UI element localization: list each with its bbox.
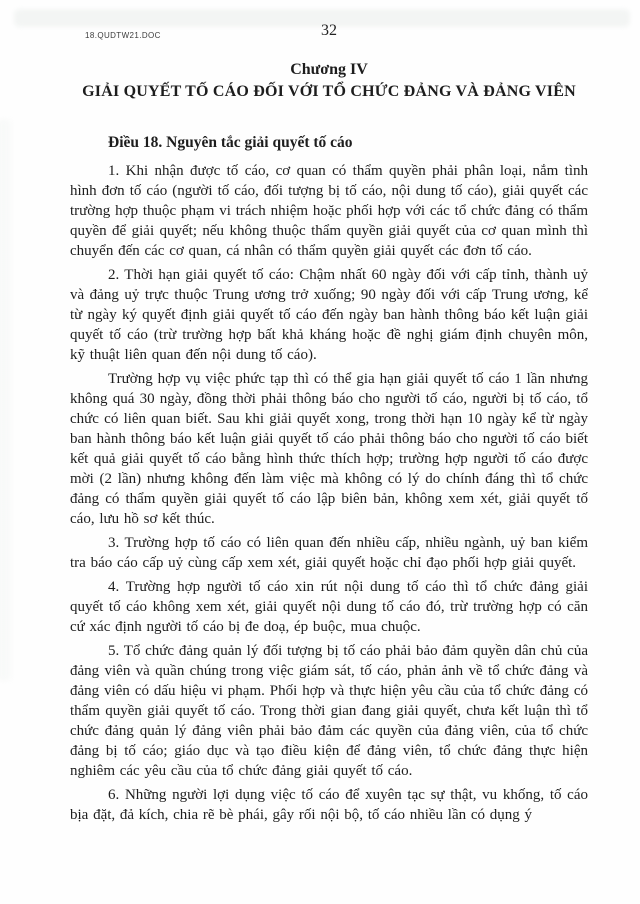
chapter-title: GIẢI QUYẾT TỐ CÁO ĐỐI VỚI TỔ CHỨC ĐẢNG VÀ ĐẢNG VIÊN <box>82 83 576 100</box>
paragraph: Trường hợp vụ việc phức tạp thì có thể gia hạn giải quyết tố cáo 1 lần nhưng không quá 30 ngày, đồng thời phải thông báo cho người tố cáo, người bị tố cáo, tổ chức có liên quan biết. Sau khi giải quyết xong, trong thời hạn 10 ngày kể từ ngày ban hành thông báo kết luận giải quyết tố cáo phải thông báo cho người tố cáo biết kết quả giải quyết tố cáo bằng hình thức thích hợp; trường hợp người tố cáo được mời (2 lần) nhưng không đến làm việc mà không có lý do chính đáng thì tổ chức đảng có thẩm quyền giải quyết tố cáo lập biên bản, không xem xét, giải quyết tố cáo, lưu hồ sơ kết thúc. <box>70 371 588 527</box>
document-header <box>70 22 588 40</box>
paragraph: 1. Khi nhận được tố cáo, cơ quan có thẩm quyền phải phân loại, nắm tình hình đơn tố cáo (người tố cáo, đối tượng bị tố cáo, nội dung tố cáo), giải quyết các trường hợp thuộc phạm vi trách nhiệm hoặc phối hợp với các tổ chức đảng có thẩm quyền để giải quyết; nếu không thuộc thẩm quyền giải quyết của cơ quan mình thì chuyển đến các cơ quan, cá nhân có thẩm quyền giải quyết các đơn tố cáo. <box>70 163 588 259</box>
paragraph: 6. Những người lợi dụng việc tố cáo để xuyên tạc sự thật, vu khống, tố cáo bịa đặt, đả kích, chia rẽ bè phái, gây rối nội bộ, tố cáo nhiều lần có dụng ý <box>70 787 588 823</box>
paragraph: 4. Trường hợp người tố cáo xin rút nội dung tố cáo thì tổ chức đảng giải quyết tố cáo không xem xét, giải quyết nội dung tố cáo đó, trừ trường hợp có căn cứ xác định người tố cáo bị đe doạ, ép buộc, mua chuộc. <box>70 579 588 635</box>
paragraph: 5. Tổ chức đảng quản lý đối tượng bị tố cáo phải bảo đảm quyền dân chủ của đảng viên và quần chúng trong việc giám sát, tố cáo, phản ảnh về tổ chức đảng và đảng viên có dấu hiệu vi phạm. Phối hợp và thực hiện yêu cầu của tổ chức đảng có thẩm quyền giải quyết tố cáo. Trong thời gian đang giải quyết, chưa kết luận thì tổ chức đảng quản lý đảng viên phải bảo đảm các quyền của đảng viên, của tổ chức đảng bị tố cáo; giáo dục và tạo điều kiện để đảng viên, tổ chức đảng thực hiện nghiêm các yêu cầu của tổ chức đảng giải quyết tố cáo. <box>70 643 588 779</box>
article-heading: Điều 18. Nguyên tắc giải quyết tố cáo <box>108 134 353 151</box>
paragraph: 3. Trường hợp tố cáo có liên quan đến nhiều cấp, nhiều ngành, uỷ ban kiểm tra báo cáo cấp uỷ cùng cấp xem xét, giải quyết hoặc chỉ đạo phối hợp giải quyết. <box>70 535 588 571</box>
filename-label: 18.QUDTW21.DOC <box>85 31 161 40</box>
article-body <box>70 161 588 825</box>
chapter-label: Chương IV <box>290 61 368 78</box>
page-number: 32 <box>321 22 337 39</box>
paragraph: 2. Thời hạn giải quyết tố cáo: Chậm nhất 60 ngày đối với cấp tỉnh, thành uỷ và đảng uỷ trực thuộc Trung ương trở xuống; 90 ngày đối với cấp Trung ương, kể từ ngày ký quyết định giải quyết tố cáo đến ngày ban hành thông báo kết luận giải quyết tố cáo (trừ trường hợp bất khả kháng hoặc đề nghị giám định chuyên môn, kỹ thuật liên quan đến nội dung tố cáo). <box>70 267 588 363</box>
